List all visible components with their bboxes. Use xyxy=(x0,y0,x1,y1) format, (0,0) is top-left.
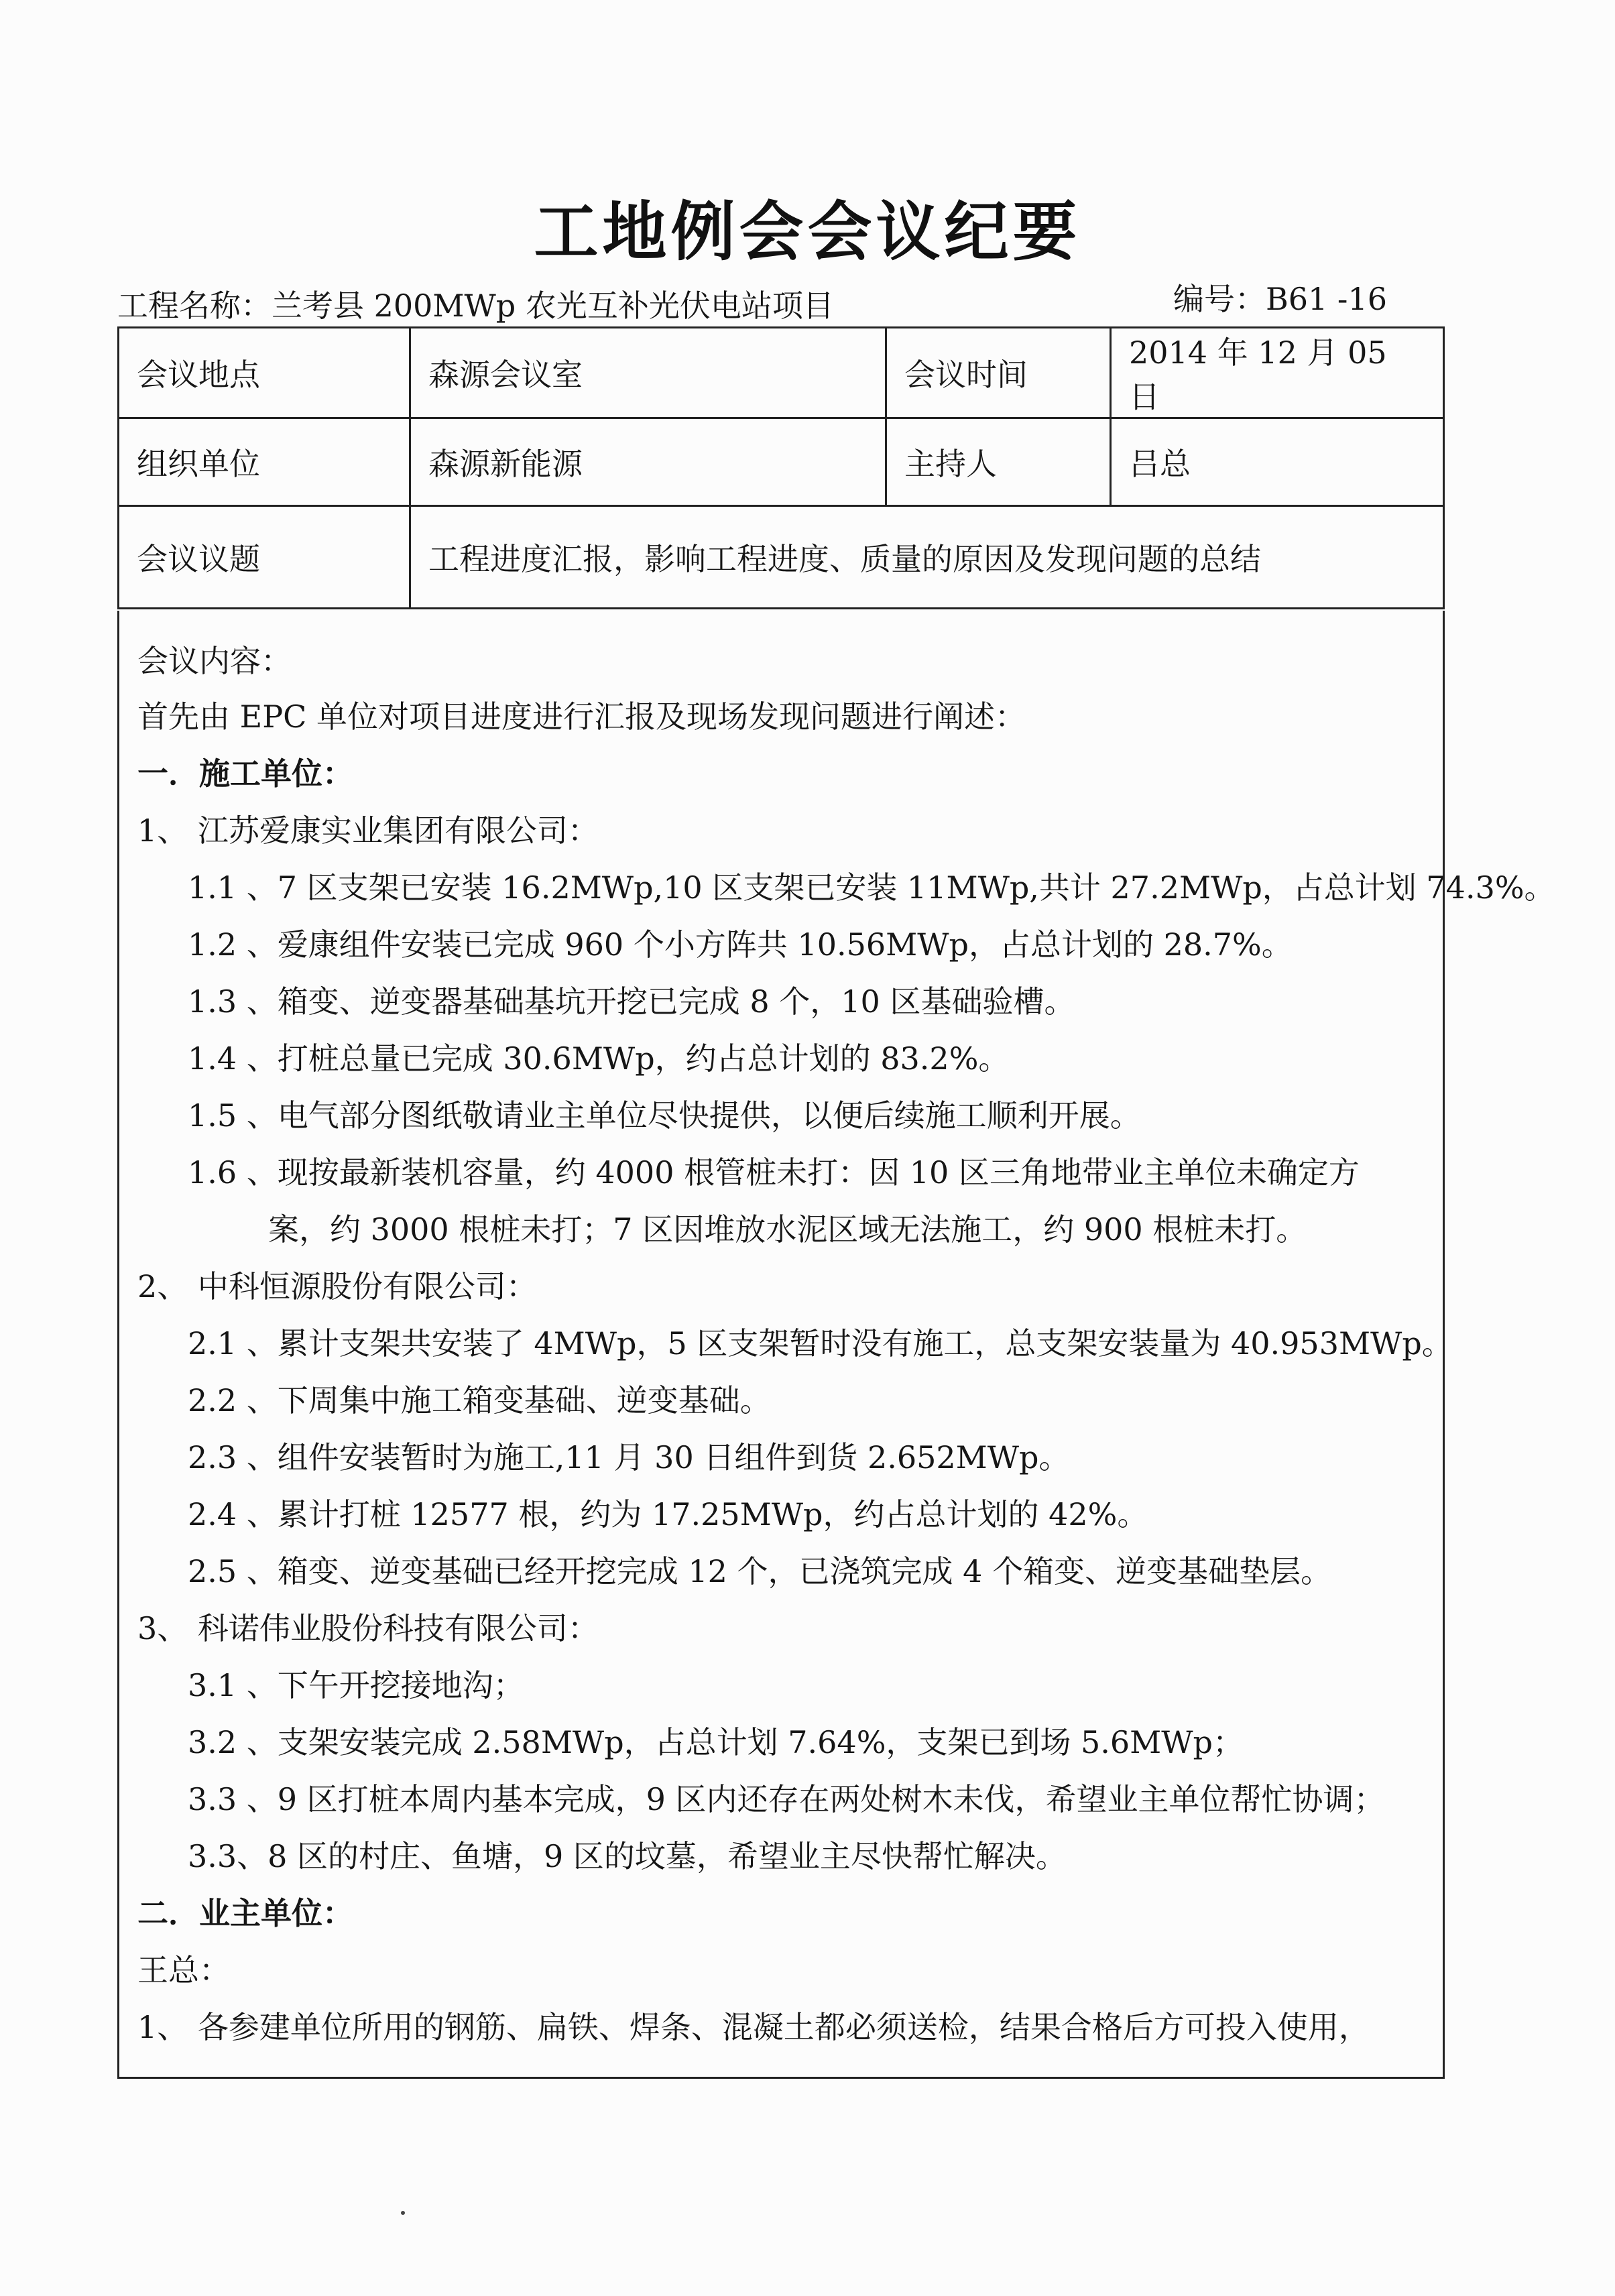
organizer-label: 组织单位 xyxy=(119,418,410,506)
content-intro: 首先由 EPC 单位对项目进度进行汇报及现场发现问题进行阐述： xyxy=(137,699,1026,735)
list-item: 3.3、8 区的村庄、鱼塘，9 区的坟墓，希望业主尽快帮忙解决。 xyxy=(188,1838,1067,1874)
topic-label: 会议议题 xyxy=(119,506,410,609)
list-item: 1.1 、7 区支架已安装 16.2MWp,10 区支架已安装 11MWp,共计 27.2MWp，占总计划 74.3%。 xyxy=(188,869,1555,906)
project-name: 工程名称：兰考县 200MWp 农光互补光伏电站项目 xyxy=(117,288,834,324)
list-item: 3.1 、下午开挖接地沟； xyxy=(188,1667,524,1703)
list-item: 1.6 、现按最新装机容量，约 4000 根管桩未打：因 10 区三角地带业主单位未确定方 xyxy=(188,1154,1360,1191)
speaker-name: 王总： xyxy=(137,1952,230,1988)
document-title: 工地例会会议纪要 xyxy=(534,194,1081,269)
location-label: 会议地点 xyxy=(119,328,410,418)
list-item: 1.3 、箱变、逆变器基础基坑开挖已完成 8 个，10 区基础验槽。 xyxy=(188,983,1075,1020)
time-value: 2014 年 12 月 05 日 xyxy=(1111,328,1444,418)
organizer-value: 森源新能源 xyxy=(410,418,886,506)
list-item: 3.2 、支架安装完成 2.58MWp，占总计划 7.64%，支架已到场 5.6MWp； xyxy=(188,1724,1244,1760)
location-value: 森源会议室 xyxy=(410,328,886,418)
table-row xyxy=(119,328,1444,418)
list-item-continuation: 案，约 3000 根桩未打；7 区因堆放水泥区域无法施工，约 900 根桩未打。 xyxy=(268,1211,1307,1248)
list-item: 1.4 、打桩总量已完成 30.6MWp，约占总计划的 83.2%。 xyxy=(188,1040,1010,1077)
meeting-info-table xyxy=(117,326,1445,609)
company-heading-kenuo: 3、 科诺伟业股份科技有限公司： xyxy=(137,1610,599,1646)
list-item: 2.5 、箱变、逆变基础已经开挖完成 12 个，已浇筑完成 4 个箱变、逆变基础垫层。 xyxy=(188,1553,1332,1589)
scan-speck xyxy=(401,2211,405,2215)
time-label: 会议时间 xyxy=(886,328,1111,418)
table-row xyxy=(119,418,1444,506)
list-item: 2.1 、累计支架共安装了 4MWp，5 区支架暂时没有施工，总支架安装量为 40.953MWp。 xyxy=(188,1325,1453,1362)
list-item: 3.3 、9 区打桩本周内基本完成，9 区内还存在两处树木未伐，希望业主单位帮忙协调； xyxy=(188,1781,1385,1817)
host-label: 主持人 xyxy=(886,418,1111,506)
list-item: 1.2 、爱康组件安装已完成 960 个小方阵共 10.56MWp，占总计划的 28.7%。 xyxy=(188,926,1293,963)
topic-value: 工程进度汇报，影响工程进度、质量的原因及发现问题的总结 xyxy=(410,506,1444,609)
table-row xyxy=(119,506,1444,609)
section-heading-owner: 二．业主单位： xyxy=(137,1895,353,1931)
list-item: 2.3 、组件安装暂时为施工,11 月 30 日组件到货 2.652MWp。 xyxy=(188,1439,1070,1475)
document-number: 编号：B61 -16 xyxy=(1173,281,1387,317)
list-item: 2.4 、累计打桩 12577 根，约为 17.25MWp，约占总计划的 42%。 xyxy=(188,1496,1148,1532)
section-heading-contractors: 一．施工单位： xyxy=(137,756,353,792)
host-value: 吕总 xyxy=(1111,418,1444,506)
list-item: 1、 各参建单位所用的钢筋、扁铁、焊条、混凝土都必须送检，结果合格后方可投入使用， xyxy=(137,2009,1370,2045)
company-heading-aikang: 1、 江苏爱康实业集团有限公司： xyxy=(137,812,599,849)
company-heading-zhongke: 2、 中科恒源股份有限公司： xyxy=(137,1268,537,1305)
list-item: 1.5 、电气部分图纸敬请业主单位尽快提供，以便后续施工顺利开展。 xyxy=(188,1097,1141,1134)
content-heading: 会议内容： xyxy=(137,643,292,679)
list-item: 2.2 、下周集中施工箱变基础、逆变基础。 xyxy=(188,1382,771,1418)
